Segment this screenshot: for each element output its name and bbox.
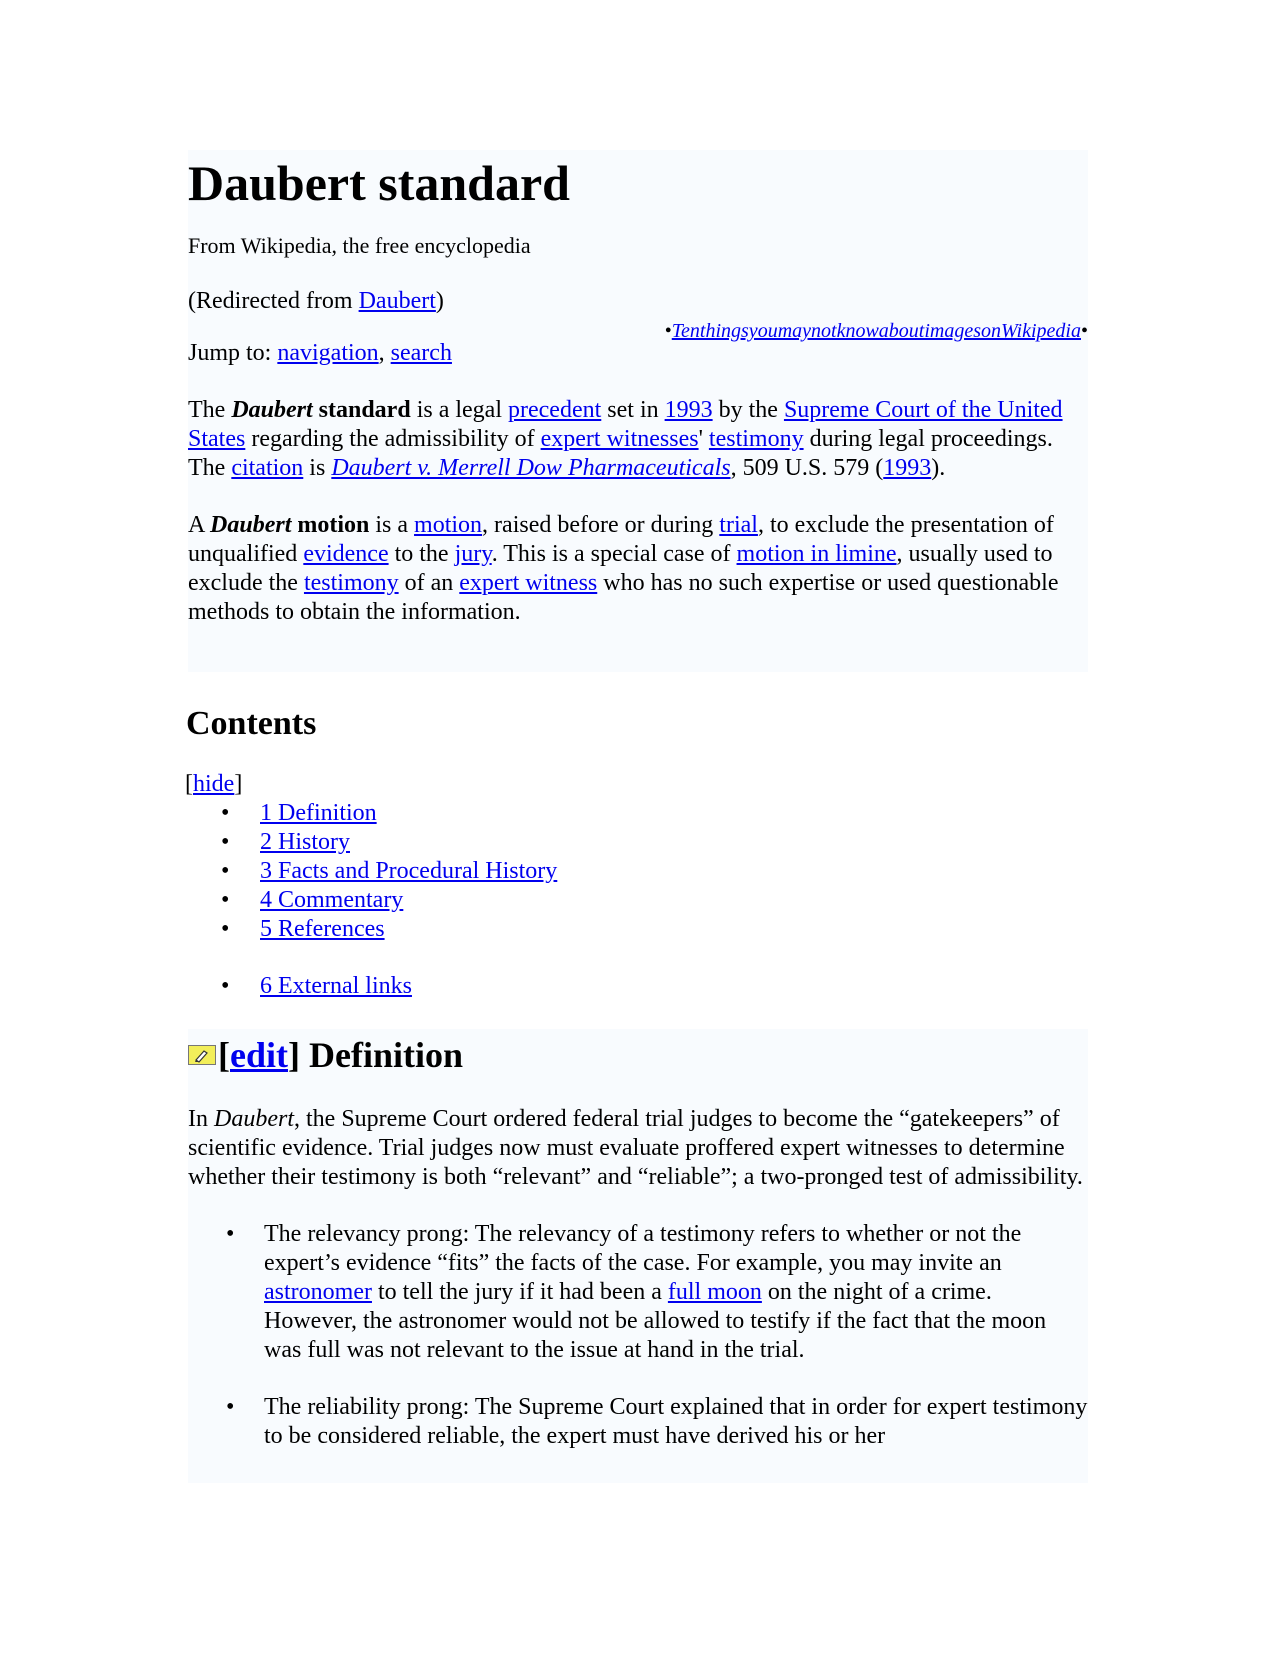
bold-term: standard [312,397,411,423]
bullet-icon: • [664,320,672,342]
link-1993[interactable]: 1993 [664,397,713,423]
link-supreme-court[interactable]: Supreme Court of the United States [188,397,1063,452]
section-title: Definition [300,1035,464,1075]
toc-link-references[interactable]: 5 References [260,916,385,942]
text: who has no such expertise or used questionable methods to obtain the information. [188,570,1059,625]
page-title: Daubert standard [188,155,570,211]
toc-item [188,972,1088,1001]
text: is [303,455,332,481]
toc-item [188,828,1088,857]
jump-navigation-link[interactable]: navigation [277,340,379,366]
link-astronomer[interactable]: astronomer [264,1279,372,1305]
toc-item [188,799,1088,828]
link-motion-in-limine[interactable]: motion in limine [736,541,897,567]
toc-link-facts[interactable]: 3 Facts and Procedural History [260,858,558,884]
intro-paragraph-2 [188,511,1088,627]
toc-hide-toggle [185,770,1088,799]
bold-term: motion [291,512,370,538]
text: to the [388,541,455,567]
text: A [188,512,211,538]
link-expert-witness[interactable]: expert witness [459,570,598,596]
toc-link-definition[interactable]: 1 Definition [260,800,377,826]
text: of an [398,570,460,596]
text: is a legal [410,397,508,423]
text: , to exclude the presentation of unqualified [188,512,1054,567]
definition-section [188,1029,1088,1483]
toc-link-history[interactable]: 2 History [260,829,350,855]
tenthings-link[interactable]: TenthingsyoumaynotknowaboutimagesonWikipedia [671,320,1081,342]
text: In [188,1106,214,1132]
definition-paragraph [188,1105,1088,1192]
link-testimony[interactable]: testimony [303,570,399,596]
toc-item [188,915,1088,944]
text: The reliability prong: The Supreme Court explained that in order for expert testimony to be considered reliable, the expert must have derived his or her [264,1394,1088,1449]
link-jury[interactable]: jury [454,541,492,567]
link-trial[interactable]: trial [719,512,758,538]
redirect-note [188,286,1088,316]
article-header-block [188,150,1088,672]
toc-link-external-links[interactable]: 6 External links [260,973,412,999]
text: . This is a special case of [491,541,737,567]
text: , usually used to exclude the [188,541,1053,596]
link-precedent[interactable]: precedent [508,397,602,423]
edit-link[interactable]: edit [230,1035,288,1075]
intro-paragraph-1 [188,396,1088,483]
text: , raised before or during [482,512,720,538]
toc-link-commentary[interactable]: 4 Commentary [260,887,404,913]
list-item-relevancy [226,1220,1088,1365]
toc-item [188,886,1088,915]
toc-heading: Contents [186,705,317,742]
text: set in [601,397,665,423]
bracket: [ [218,1035,230,1075]
link-expert-witnesses[interactable]: expert witnesses [540,426,699,452]
link-evidence[interactable]: evidence [303,541,389,567]
toc-hide-link[interactable]: hide [193,771,235,797]
text: during legal proceedings. The [188,426,1053,481]
link-full-moon[interactable]: full moon [667,1279,762,1305]
link-daubert-case[interactable] [331,455,730,481]
bold-italic-term: Daubert [210,512,292,538]
redirect-prefix: (Redirected from [188,288,359,314]
bold-italic-term: Daubert [231,397,313,423]
jump-search-link[interactable]: search [390,340,452,366]
text: by the [712,397,784,423]
text: The [188,397,232,423]
section-heading-definition [188,1033,1088,1077]
text: on the night of a crime. However, the astronomer would not be allowed to testify if the fact that the moon was full was not relevant to the issue at hand in the trial. [264,1279,1047,1363]
redirect-link[interactable]: Daubert [358,288,436,314]
bullet-icon: • [1080,320,1088,342]
toc-list [188,799,1088,1001]
jump-separator: , [378,340,391,366]
jump-prefix: Jump to: [188,340,278,366]
text: , 509 U.S. 579 ( [730,455,884,481]
link-1993-year[interactable]: 1993 [883,455,932,481]
text: regarding the admissibility of [245,426,541,452]
italic-term: Daubert [214,1106,294,1132]
prongs-list [226,1220,1088,1451]
text: to tell the jury if it had been a [371,1279,668,1305]
text: The relevancy prong: The relevancy of a testimony refers to whether or not the expert’s evidence “fits” the facts of the case. For example, you may invite an [264,1221,1022,1276]
tagline: From Wikipedia, the free encyclopedia [188,233,531,258]
edit-icon[interactable] [188,1045,216,1065]
list-item-reliability [226,1393,1088,1451]
redirect-suffix: ) [435,288,444,314]
tenthings-notice [665,320,1088,343]
text: ' [698,426,709,452]
toc-item [188,857,1088,886]
case-name: Daubert v. Merrell Dow Pharmaceuticals [331,455,731,481]
text: ). [931,455,946,481]
bracket: [ [185,771,193,797]
link-testimony[interactable]: testimony [708,426,804,452]
bracket: ] [288,1035,300,1075]
bracket: ] [234,771,243,797]
article-page [185,150,1088,1483]
link-citation[interactable]: citation [231,455,304,481]
text: , the Supreme Court ordered federal trial judges to become the “gatekeepers” of scientific evidence. Trial judges now must evaluate proffered expert witnesses to determine whether their testimony is both “relevant” and “reliable”; a two-pronged test of admissibility. [188,1106,1083,1190]
text: is a [369,512,415,538]
link-motion[interactable]: motion [414,512,483,538]
